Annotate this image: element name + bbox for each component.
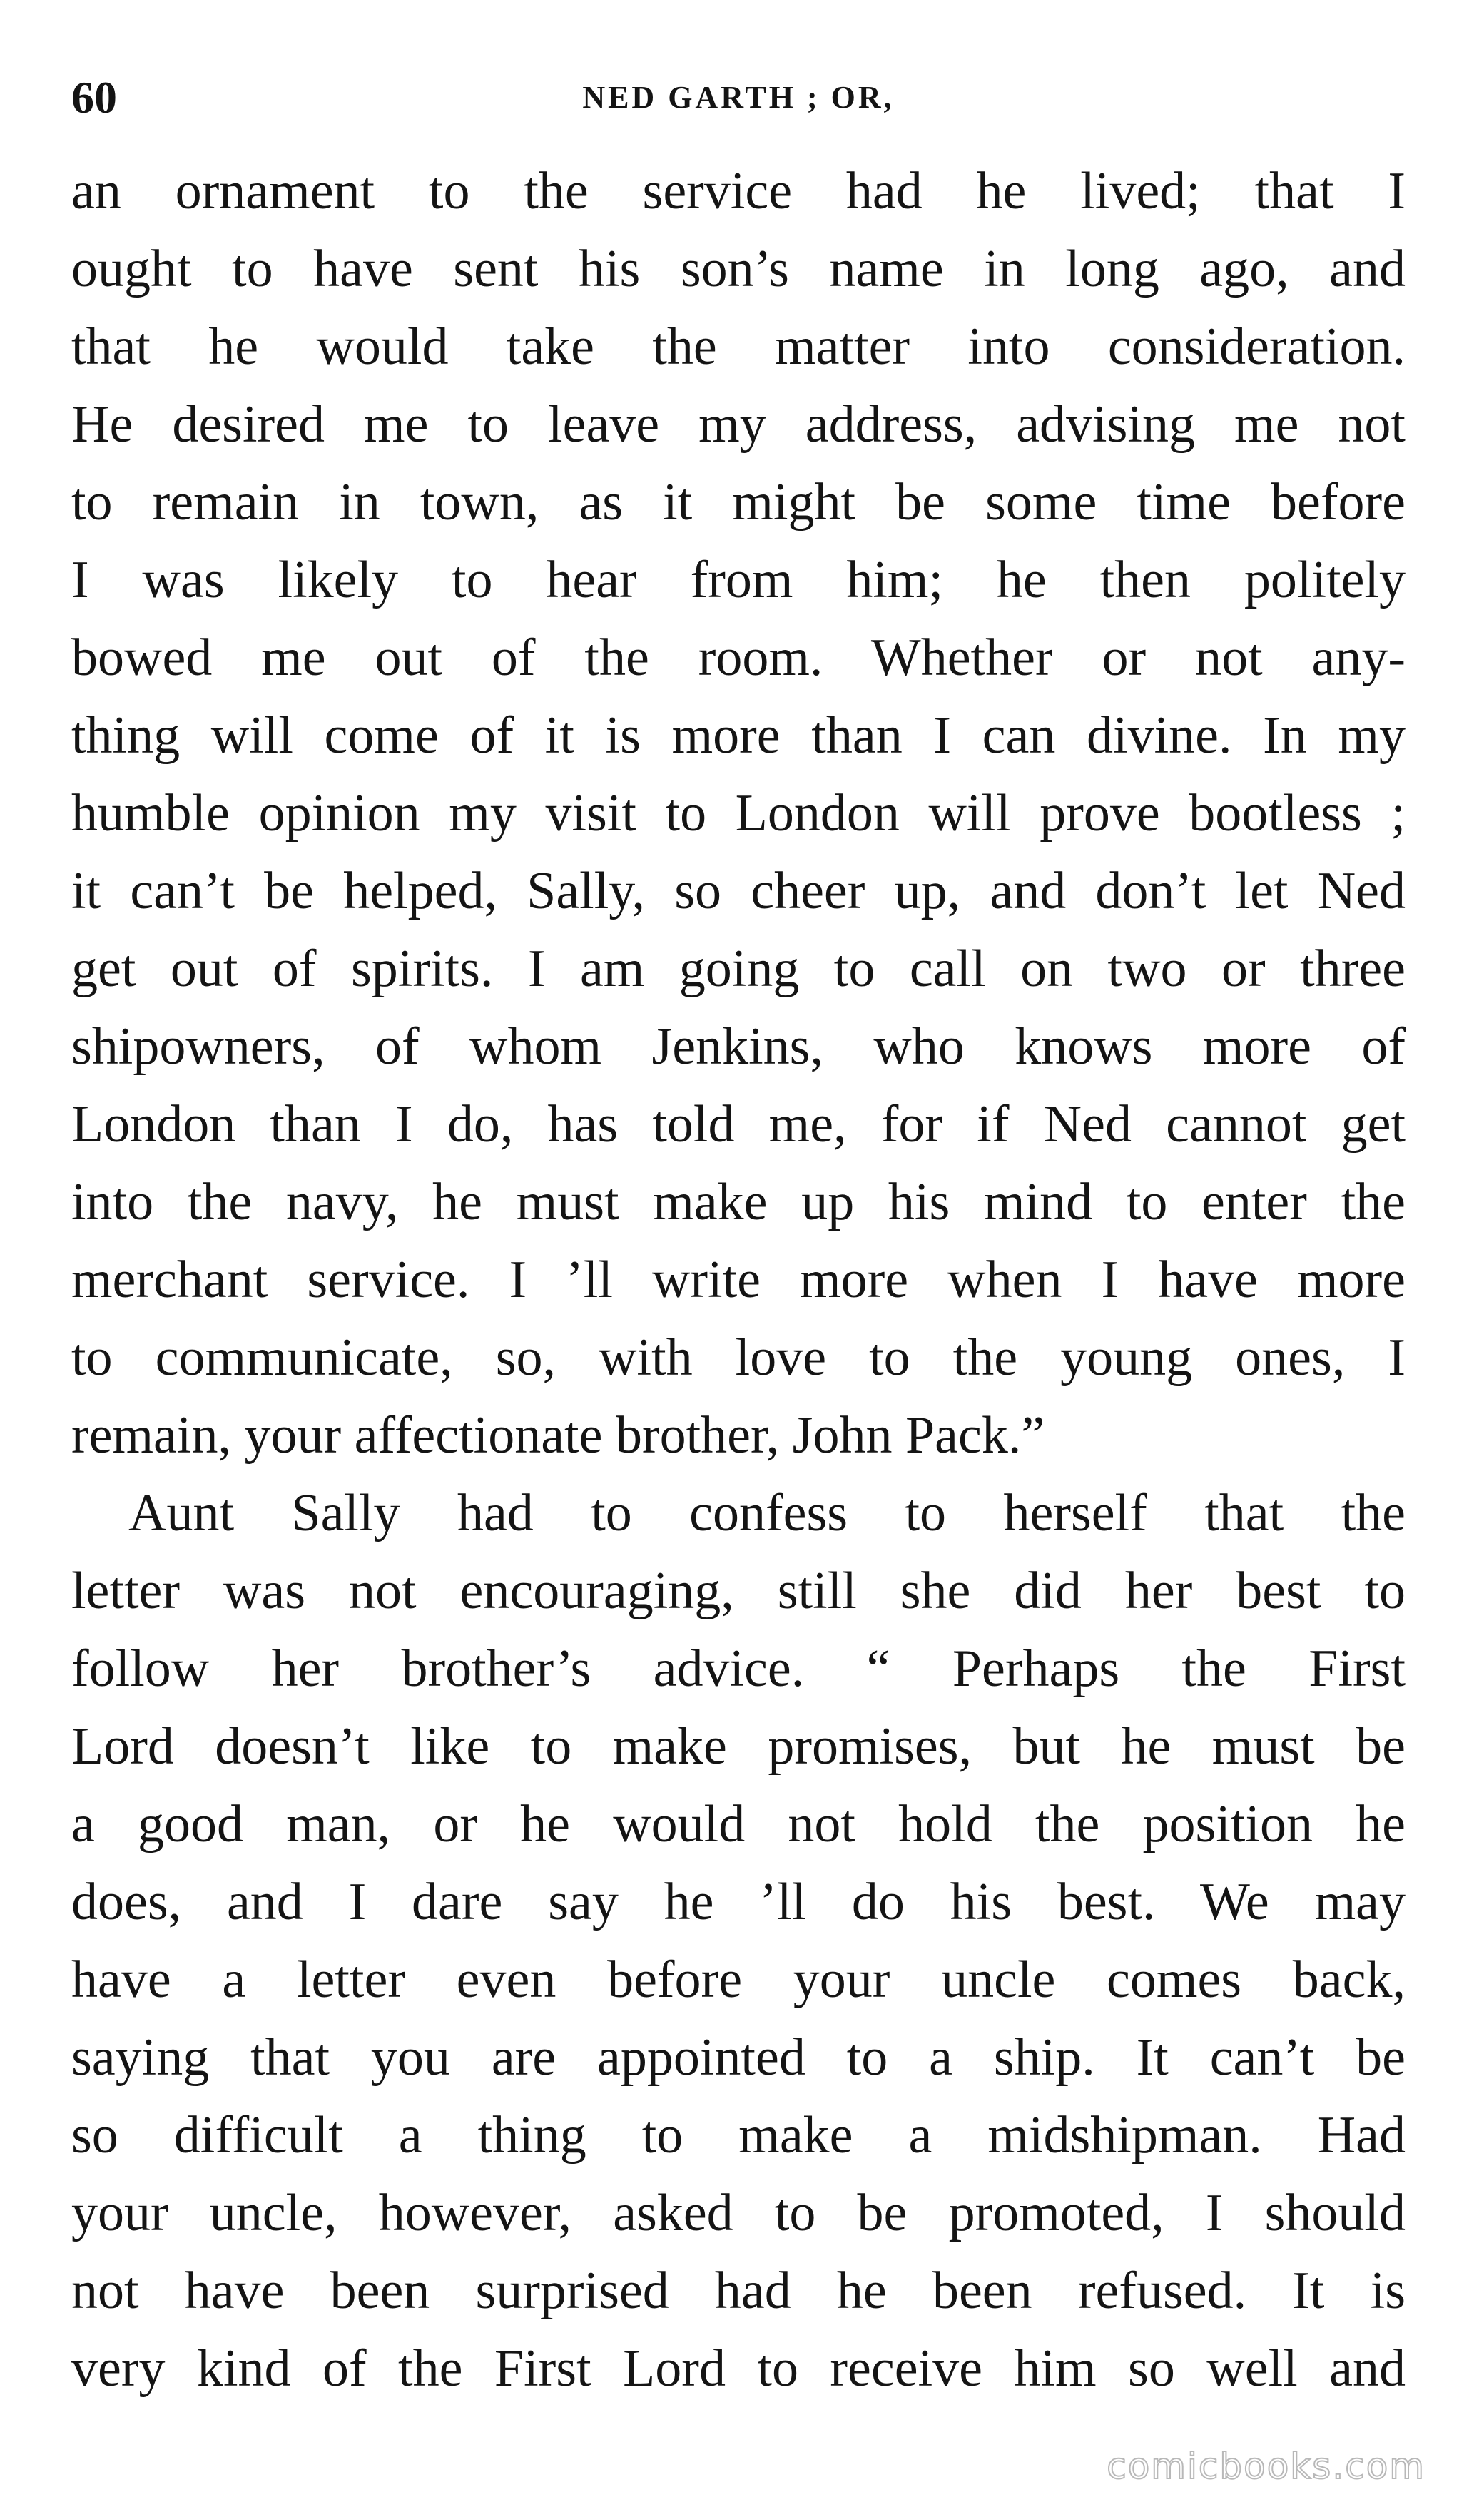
text-line: London than I do, has told me, for if Ned cannot get bbox=[71, 1095, 1406, 1154]
body-text bbox=[71, 153, 1406, 2408]
text-line: merchant service. I ’ll write more when I have more bbox=[71, 1251, 1406, 1309]
text-line: not have been surprised had he been refused. It is bbox=[71, 2262, 1406, 2320]
text-line: have a letter even before your uncle comes back, bbox=[71, 1951, 1406, 2009]
text-line: remain, your affectionate brother, John Pack.” bbox=[71, 1406, 1045, 1465]
text-line: to communicate, so, with love to the young ones, I bbox=[71, 1328, 1406, 1387]
text-line: letter was not encouraging, still she did her best to bbox=[71, 1562, 1406, 1620]
text-line: it can’t be helped, Sally, so cheer up, and don’t let Ned bbox=[71, 862, 1406, 920]
text-line: thing will come of it is more than I can divine. In my bbox=[71, 706, 1406, 765]
text-line: into the navy, he must make up his mind to enter the bbox=[71, 1173, 1406, 1231]
text-line: saying that you are appointed to a ship. It can’t be bbox=[71, 2028, 1406, 2087]
page-number: 60 bbox=[71, 72, 117, 123]
text-line: does, and I dare say he ’ll do his best. We may bbox=[71, 1873, 1406, 1931]
page-header bbox=[71, 66, 1406, 130]
text-line: Lord doesn’t like to make promises, but he must be bbox=[71, 1717, 1406, 1776]
text-line: an ornament to the service had he lived; that I bbox=[71, 162, 1406, 220]
text-line: He desired me to leave my address, advising me not bbox=[71, 395, 1406, 454]
text-line: I was likely to hear from him; he then politely bbox=[71, 551, 1406, 609]
text-line: humble opinion my visit to London will prove bootless ; bbox=[71, 784, 1406, 843]
text-line: a good man, or he would not hold the position he bbox=[71, 1795, 1406, 1853]
text-line: follow her brother’s advice. “ Perhaps the First bbox=[71, 1639, 1406, 1698]
text-line: to remain in town, as it might be some time before bbox=[71, 473, 1406, 532]
watermark: comicbooks.com bbox=[1107, 2446, 1425, 2487]
text-line: so difficult a thing to make a midshipman. Had bbox=[71, 2106, 1406, 2165]
text-line: ought to have sent his son’s name in long ago, and bbox=[71, 240, 1406, 298]
running-head: NED GARTH ; OR, bbox=[582, 80, 895, 115]
text-line: your uncle, however, asked to be promoted, I should bbox=[71, 2184, 1406, 2242]
text-line: shipowners, of whom Jenkins, who knows more of bbox=[71, 1017, 1406, 1076]
text-line: bowed me out of the room. Whether or not any- bbox=[71, 629, 1406, 687]
text-line: get out of spirits. I am going to call on two or three bbox=[71, 940, 1406, 998]
text-line: very kind of the First Lord to receive him so well and bbox=[71, 2339, 1406, 2398]
text-line: Aunt Sally had to confess to herself that the bbox=[128, 1484, 1406, 1542]
text-line: that he would take the matter into consideration. bbox=[71, 317, 1406, 376]
